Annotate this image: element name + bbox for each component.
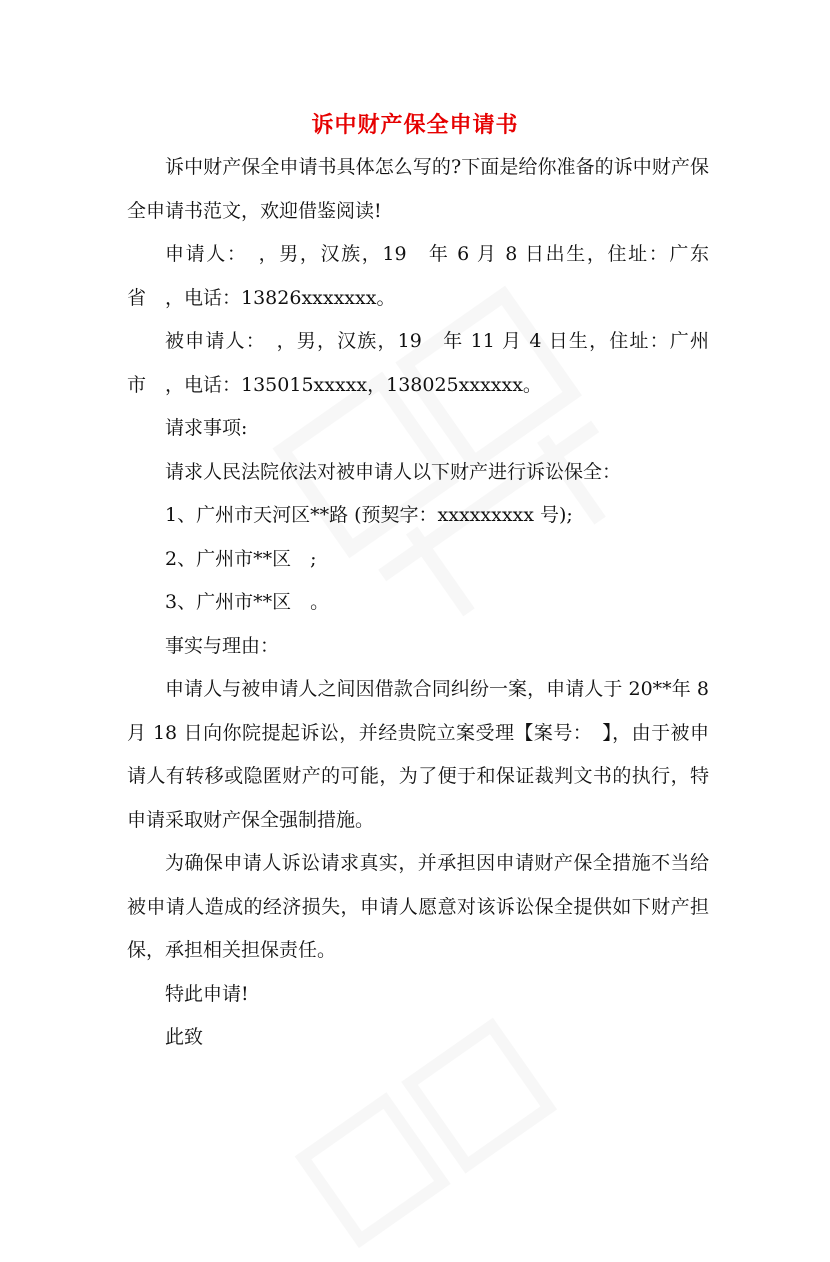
respondent-paragraph: 被申请人： ，男，汉族，19 年 11 月 4 日生，住址：广州市 ，电话：135015xxxxx，138025xxxxxx。 [127, 330, 709, 396]
intro-paragraph: 诉中财产保全申请书具体怎么写的?下面是给你准备的诉中财产保全申请书范文，欢迎借鉴阅读! [127, 156, 709, 222]
facts-heading: 事实与理由： [165, 634, 280, 657]
guarantee-paragraph: 为确保申请人诉讼请求真实，并承担因申请财产保全措施不当给被申请人造成的经济损失，申请人愿意对该诉讼保全提供如下财产担保，承担相关担保责任。 [127, 852, 709, 961]
page-title: 诉中财产保全申请书 [311, 112, 519, 138]
property-item-2: 2、广州市**区 ; [165, 547, 317, 570]
property-item-1: 1、广州市天河区**路 (预契字：xxxxxxxxx 号); [165, 504, 573, 526]
document-body [127, 146, 709, 1060]
closing-line: 特此申请! [165, 982, 249, 1005]
applicant-paragraph: 申请人： ，男，汉族，19 年 6 月 8 日出生，住址：广东省 ，电话：13826xxxxxxx。 [127, 243, 709, 309]
facts-paragraph: 申请人与被申请人之间因借款合同纠纷一案，申请人于 20**年 8 月 18 日向你院提起诉讼，并经贵院立案受理【案号： 】，由于被申请人有转移或隐匿财产的可能，为了便于和保证裁判文书的执行，特申请采取财产保全强制措施。 [127, 678, 709, 831]
request-heading: 请求事项: [165, 417, 248, 439]
request-paragraph: 请求人民法院依法对被申请人以下财产进行诉讼保全： [165, 460, 622, 483]
salutation-line: 此致 [165, 1026, 204, 1048]
property-item-3: 3、广州市**区 。 [165, 591, 330, 613]
